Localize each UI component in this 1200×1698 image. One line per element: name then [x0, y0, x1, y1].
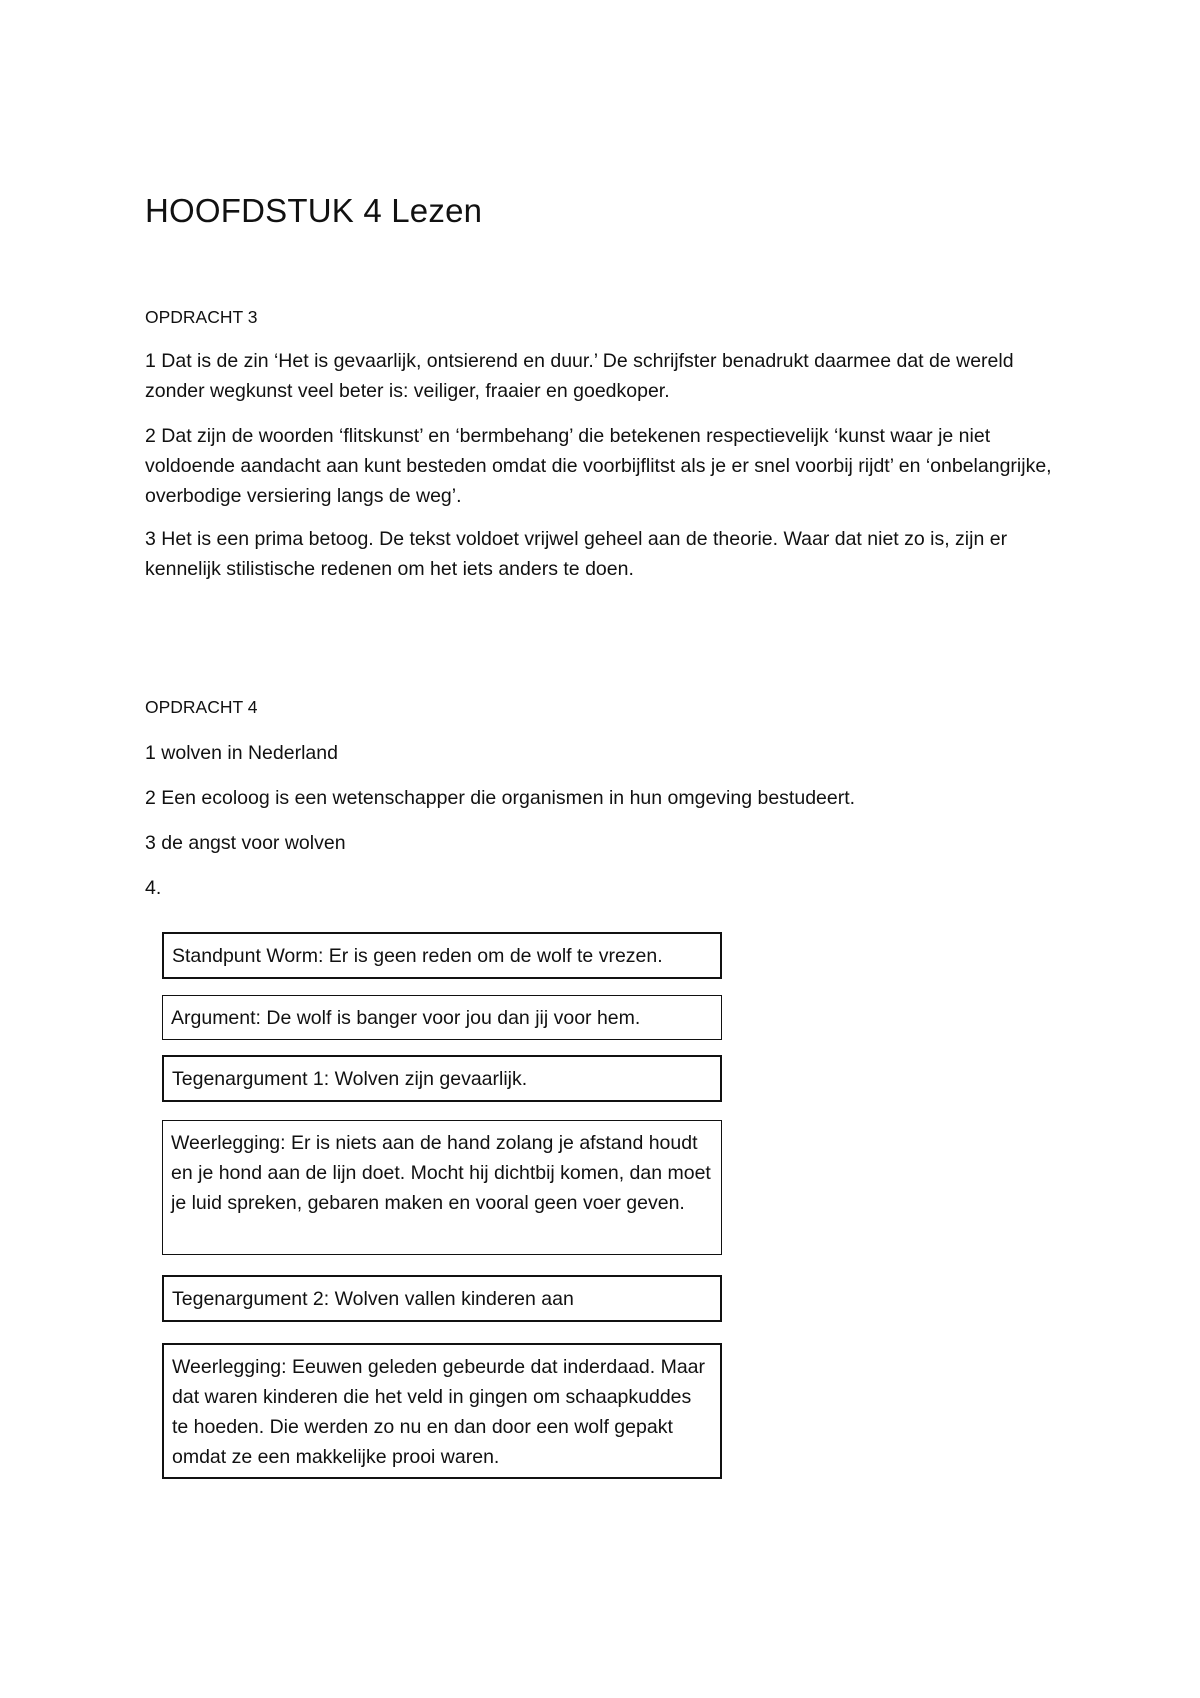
- tegenargument-2-box: Tegenargument 2: Wolven vallen kinderen aan: [162, 1275, 722, 1322]
- opdracht-4-answer-3: 3 de angst voor wolven: [145, 832, 346, 854]
- weerlegging-1-box: Weerlegging: Er is niets aan de hand zolang je afstand houdt en je hond aan de lijn doet. Mocht hij dichtbij komen, dan moet je luid spreken, gebaren maken en vooral geen voer geven.: [162, 1120, 722, 1255]
- opdracht-4-answer-1: 1 wolven in Nederland: [145, 742, 338, 764]
- opdracht-3-answer-2: 2 Dat zijn de woorden ‘flitskunst’ en ‘bermbehang’ die betekenen respectievelijk ‘kunst waar je niet voldoende aandacht aan kunt besteden omdat die voorbijflitst als je er snel voorbij rijdt’ en ‘onbelangrijke, overbodige versiering langs de weg’.: [145, 425, 1052, 507]
- opdracht-4-answer-4: 4.: [145, 877, 162, 899]
- opdracht-4-heading: OPDRACHT 4: [145, 697, 258, 717]
- standpunt-box: Standpunt Worm: Er is geen reden om de wolf te vrezen.: [162, 932, 722, 979]
- opdracht-4-answer-2: 2 Een ecoloog is een wetenschapper die organismen in hun omgeving bestudeert.: [145, 787, 856, 809]
- page-title: HOOFDSTUK 4 Lezen: [145, 192, 483, 229]
- tegenargument-1-box: Tegenargument 1: Wolven zijn gevaarlijk.: [162, 1055, 722, 1102]
- opdracht-3-heading: OPDRACHT 3: [145, 307, 258, 327]
- weerlegging-2-box: Weerlegging: Eeuwen geleden gebeurde dat inderdaad. Maar dat waren kinderen die het veld in gingen om schaapkuddes te hoeden. Die werden zo nu en dan door een wolf gepakt omdat ze een makkelijke prooi waren.: [162, 1343, 722, 1479]
- argument-box: Argument: De wolf is banger voor jou dan jij voor hem.: [162, 995, 722, 1040]
- opdracht-3-answer-3: 3 Het is een prima betoog. De tekst voldoet vrijwel geheel aan de theorie. Waar dat niet zo is, zijn er kennelijk stilistische redenen om het iets anders te doen.: [145, 528, 1008, 580]
- opdracht-3-answer-1: 1 Dat is de zin ‘Het is gevaarlijk, ontsierend en duur.’ De schrijfster benadrukt daarmee dat de wereld zonder wegkunst veel beter is: veiliger, fraaier en goedkoper.: [145, 350, 1014, 402]
